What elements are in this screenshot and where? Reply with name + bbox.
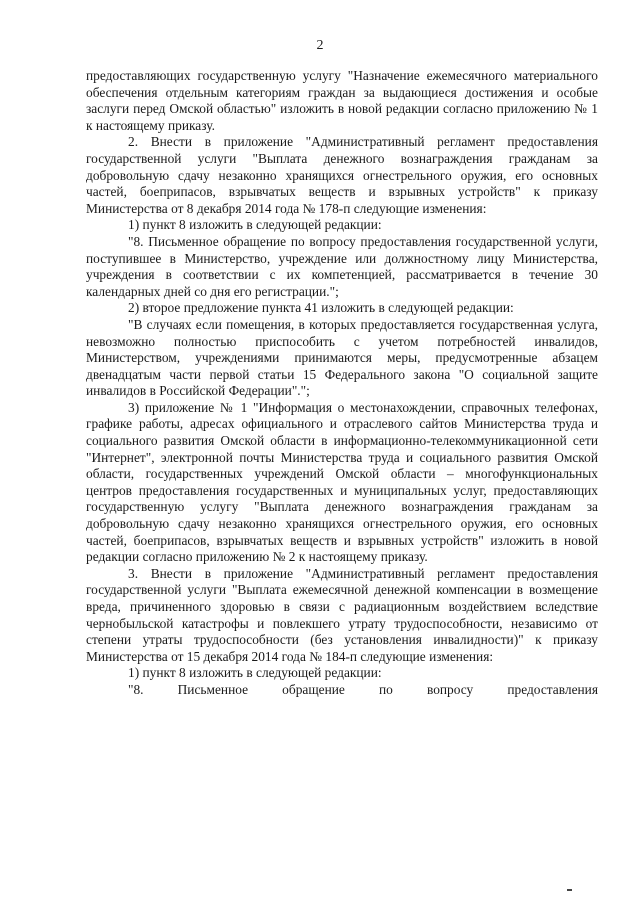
paragraph-item-3: 3. Внести в приложение "Административный регламент предоставления государственной услуги "Выплата ежемесячной денежной компенсации в возмещение вреда, причиненного здоровью в связи с радиационным воздействием вследствие чернобыльской катастрофы и повлекшего утрату трудоспособности, независимо от степени утраты трудоспособности (без установления инвалидности)" к приказу Министерства от 15 декабря 2014 года № 184-п следующие изменения:: [86, 565, 598, 664]
page-number: 2: [316, 38, 324, 53]
scan-artifact: [567, 889, 572, 891]
document-body: [86, 68, 598, 699]
paragraph-continuation: предоставляющих государственную услугу "Назначение ежемесячного материального обеспечения отдельным категориям граждан за выдающиеся достижения и особые заслуги перед Омской областью" изложить в новой редакции согласно приложению № 1 к настоящему приказу.: [86, 68, 598, 133]
paragraph-quote-point-41: "В случаях если помещения, в которых предоставляется государственная услуга, невозможно полностью приспособить с учетом потребностей инвалидов, Министерством, учреждениями принимаются меры, предусмотренные абзацем двенадцатым части первой статьи 15 Федерального закона "О социальной защите инвалидов в Российской Федерации".";: [86, 316, 598, 399]
paragraph-subitem-3-1: 1) пункт 8 изложить в следующей редакции:: [128, 665, 382, 681]
paragraph-quote-point-8-cont: "8. Письменное обращение по вопросу предоставления: [128, 681, 598, 697]
paragraph-subitem-2-3: 3) приложение № 1 "Информация о местонахождении, справочных телефонах, графике работы, адресах официального и отраслевого сайтов Министерства труда и социального развития Омской области в информационно-телекоммуникационной сети "Интернет", электронной почты Министерства труда и социального развития Омской области, государственных учреждений Омской области – многофункциональных центров предоставления государственных и муниципальных услуг, предоставляющих государственную услугу "Выплата денежного вознаграждения гражданам за добровольную сдачу незаконно хранящихся огнестрельного оружия, его основных частей, боеприпасов, взрывчатых веществ и взрывных устройств" изложить в новой редакции согласно приложению № 2 к настоящему приказу.: [86, 399, 598, 565]
paragraph-subitem-2-1: 1) пункт 8 изложить в следующей редакции:: [128, 217, 382, 233]
paragraph-subitem-2-2: 2) второе предложение пункта 41 изложить в следующей редакции:: [128, 300, 514, 316]
paragraph-quote-point-8: "8. Письменное обращение по вопросу предоставления государственной услуги, поступившее в Министерство, учреждение или должностному лицу Министерства, учреждения в соответствии с их компетенцией, рассматривается в течение 30 календарных дней со дня его регистрации.";: [86, 233, 598, 299]
paragraph-item-2: 2. Внести в приложение "Административный регламент предоставления государственной услуги "Выплата денежного вознаграждения гражданам за добровольную сдачу незаконно хранящихся огнестрельного оружия, его основных частей, боеприпасов, взрывчатых веществ и взрывных устройств" к приказу Министерства от 8 декабря 2014 года № 178-п следующие изменения:: [86, 134, 598, 216]
